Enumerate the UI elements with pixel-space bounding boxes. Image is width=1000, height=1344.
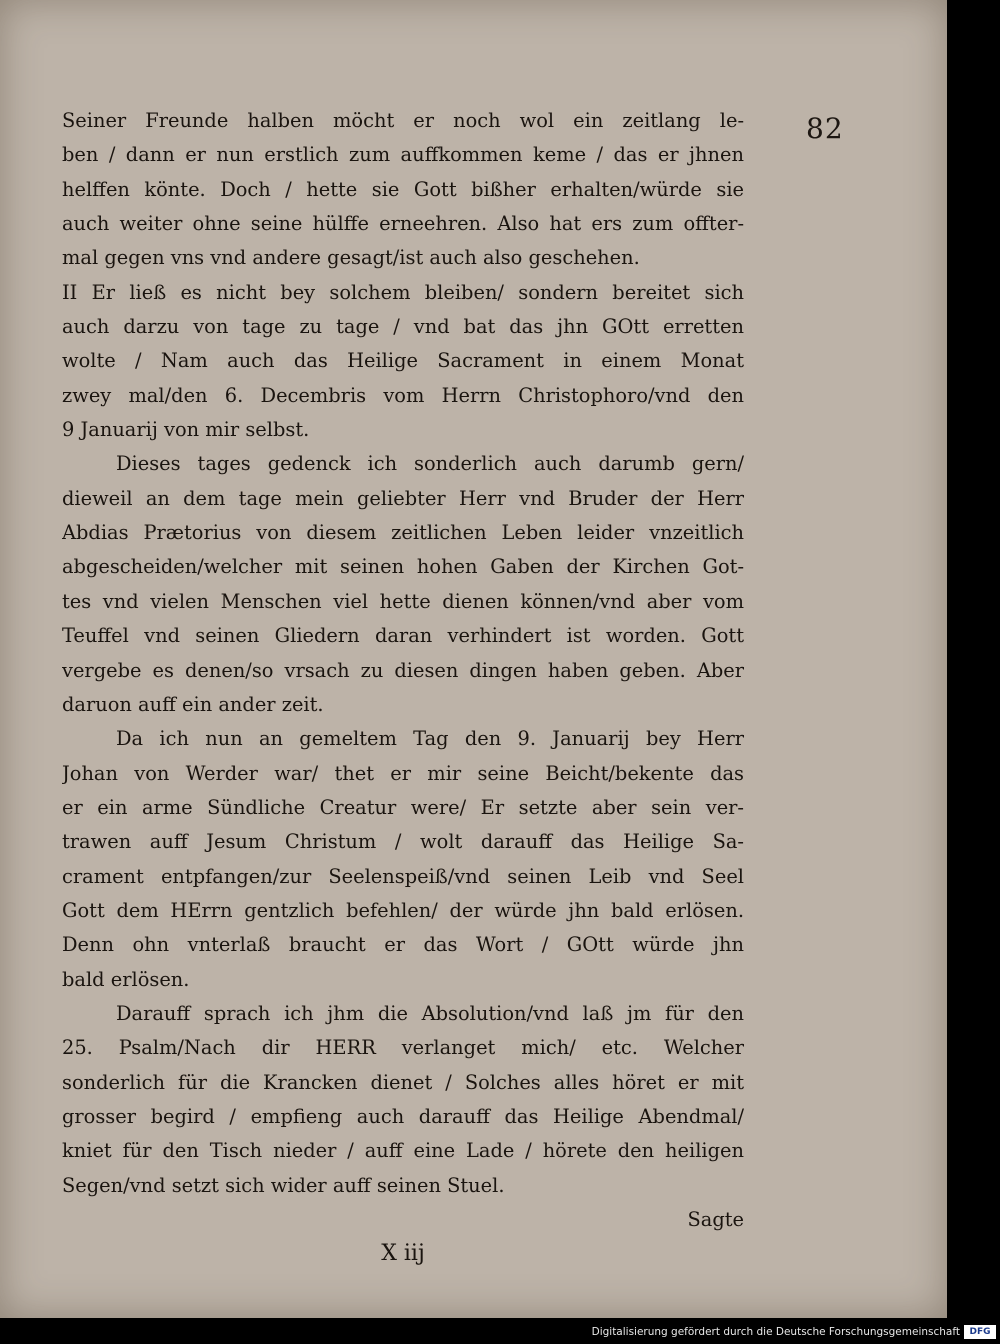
text-line: Johan von Werder war/ thet er mir seine Beicht/bekente das xyxy=(62,761,744,785)
text-line: Seiner Freunde halben möcht er noch wol ein zeitlang le- xyxy=(62,109,744,132)
text-line: daruon auff ein ander zeit. xyxy=(62,692,324,716)
text-line: 9 Januarij von mir selbst. xyxy=(62,418,310,442)
text-line: dieweil an dem tage mein geliebter Herr vnd Bruder der Herr xyxy=(62,486,744,510)
text-line: crament entpfangen/zur Seelenspeiß/vnd seinen Leib vnd Seel xyxy=(62,864,744,888)
text-line: kniet für den Tisch nieder / auff eine Lade / hörete den heiligen xyxy=(62,1139,744,1163)
catchword: Sagte xyxy=(687,1208,744,1231)
text-line: II Er ließ es nicht bey solchem bleiben/ sondern bereitet sich xyxy=(62,280,744,304)
text-line: trawen auff Jesum Christum / wolt darauff das Heilige Sa- xyxy=(62,830,744,854)
funding-credit: Digitalisierung gefördert durch die Deutsche Forschungsgemeinschaft xyxy=(591,1326,960,1338)
dfg-logo-icon: DFG xyxy=(964,1325,996,1339)
text-line: zwey mal/den 6. Decembris vom Herrn Christophoro/vnd den xyxy=(62,383,744,407)
text-line: Dieses tages gedenck ich sonderlich auch darumb gern/ xyxy=(116,452,744,476)
text-line: Da ich nun an gemeltem Tag den 9. Januarij bey Herr xyxy=(116,727,744,751)
signature-mark: X iij xyxy=(381,1241,425,1267)
text-line: mal gegen vns vnd andere gesagt/ist auch also geschehen. xyxy=(62,246,640,270)
text-line: Teuffel vnd seinen Gliedern daran verhindert ist worden. Gott xyxy=(62,624,744,648)
text-line: Abdias Prætorius von diesem zeitlichen Leben leider vnzeitlich xyxy=(62,521,744,545)
text-line: vergebe es denen/so vrsach zu diesen dingen haben geben. Aber xyxy=(62,658,744,682)
text-line: Denn ohn vnterlaß braucht er das Wort / GOtt würde jhn xyxy=(62,933,744,957)
text-line: Segen/vnd setzt sich wider auff seinen Stuel. xyxy=(62,1173,505,1197)
text-line: auch darzu von tage zu tage / vnd bat das jhn GOtt erretten xyxy=(62,315,744,339)
text-line: Darauff sprach ich jhm die Absolution/vnd laß jm für den xyxy=(116,1001,744,1025)
text-line: er ein arme Sündliche Creatur were/ Er setzte aber sein ver- xyxy=(62,795,744,819)
text-line: Gott dem HErrn gentzlich befehlen/ der würde jhn bald erlösen. xyxy=(62,898,744,922)
text-line: abgescheiden/welcher mit seinen hohen Gaben der Kirchen Got- xyxy=(62,555,744,579)
text-line: auch weiter ohne seine hülffe erneehren. Also hat ers zum offter- xyxy=(62,212,744,236)
footer-bar xyxy=(0,1322,1000,1344)
text-line: 25. Psalm/Nach dir HERR verlanget mich/ etc. Welcher xyxy=(62,1036,744,1060)
text-line: tes vnd vielen Menschen viel hette dienen können/vnd aber vom xyxy=(62,589,744,613)
text-line: wolte / Nam auch das Heilige Sacrament in einem Monat xyxy=(62,349,744,373)
text-line: ben / dann er nun erstlich zum auffkommen keme / das er jhnen xyxy=(62,143,744,167)
text-line: grosser begird / empfieng auch darauff das Heilige Abendmal/ xyxy=(62,1104,744,1128)
text-line: bald erlösen. xyxy=(62,967,190,991)
body-text xyxy=(62,104,744,1272)
text-line: sonderlich für die Krancken dienet / Solches alles höret er mit xyxy=(62,1070,744,1094)
page-number: 82 xyxy=(806,112,844,145)
text-line: helffen könte. Doch / hette sie Gott bißher erhalten/würde sie xyxy=(62,177,744,201)
